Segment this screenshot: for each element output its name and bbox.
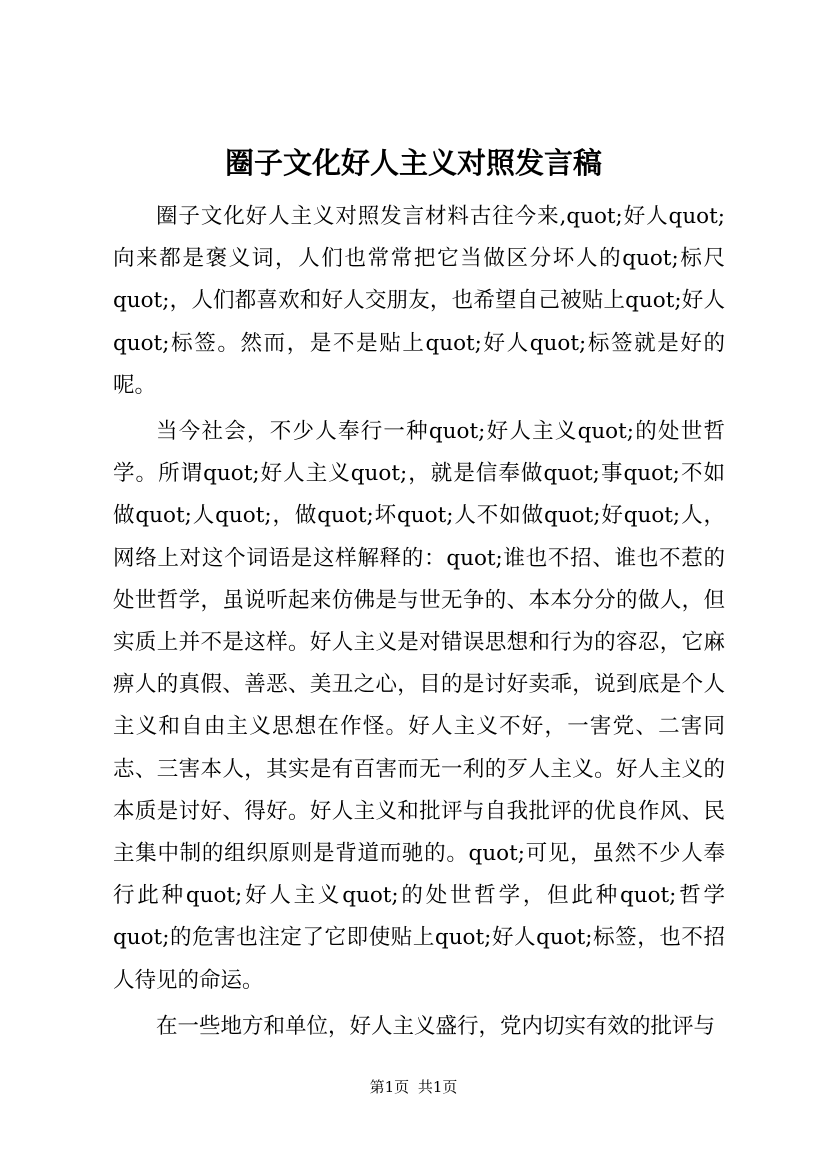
paragraph-1: 圈子文化好人主义对照发言材料古往今来,quot;好人quot;向来都是褒义词，人们也常常把它当做区分坏人的quot;标尺quot;，人们都喜欢和好人交朋友，也希望自己被贴上quot;好人quot;标签。然而，是不是贴上quot;好人quot;标签就是好的呢。 [113, 204, 725, 398]
page-footer [0, 1076, 827, 1098]
page-total: 共1页 [417, 1078, 458, 1096]
paragraph-2: 当今社会，不少人奉行一种quot;好人主义quot;的处世哲学。所谓quot;好人主义quot;，就是信奉做quot;事quot;不如做quot;人quot;，做quot;坏quot;人不如做quot;好quot;人，网络上对这个词语是这样解释的：quot;谁也不招、谁也不惹的处世哲学，虽说听起来仿佛是与世无争的、本本分分的做人，但实质上并不是这样。好人主义是对错误思想和行为的容忍，它麻痹人的真假、善恶、美丑之心，目的是讨好卖乖，说到底是个人主义和自由主义思想在作怪。好人主义不好，一害党、二害同志、三害本人，其实是有百害而无一利的歹人主义。好人主义的本质是讨好、得好。好人主义和批评与自我批评的优良作风、民主集中制的组织原则是背道而驰的。quot;可见，虽然不少人奉行此种quot;好人主义quot;的处世哲学，但此种quot;哲学quot;的危害也注定了它即使贴上quot;好人quot;标签，也不招人待见的命运。 [113, 419, 725, 993]
document-body [113, 196, 725, 1052]
paragraph-3: 在一些地方和单位，好人主义盛行，党内切实有效的批评与 [156, 1013, 716, 1039]
page-number: 第1页 [369, 1078, 410, 1096]
document-title: 圈子文化好人主义对照发言稿 [224, 146, 602, 180]
